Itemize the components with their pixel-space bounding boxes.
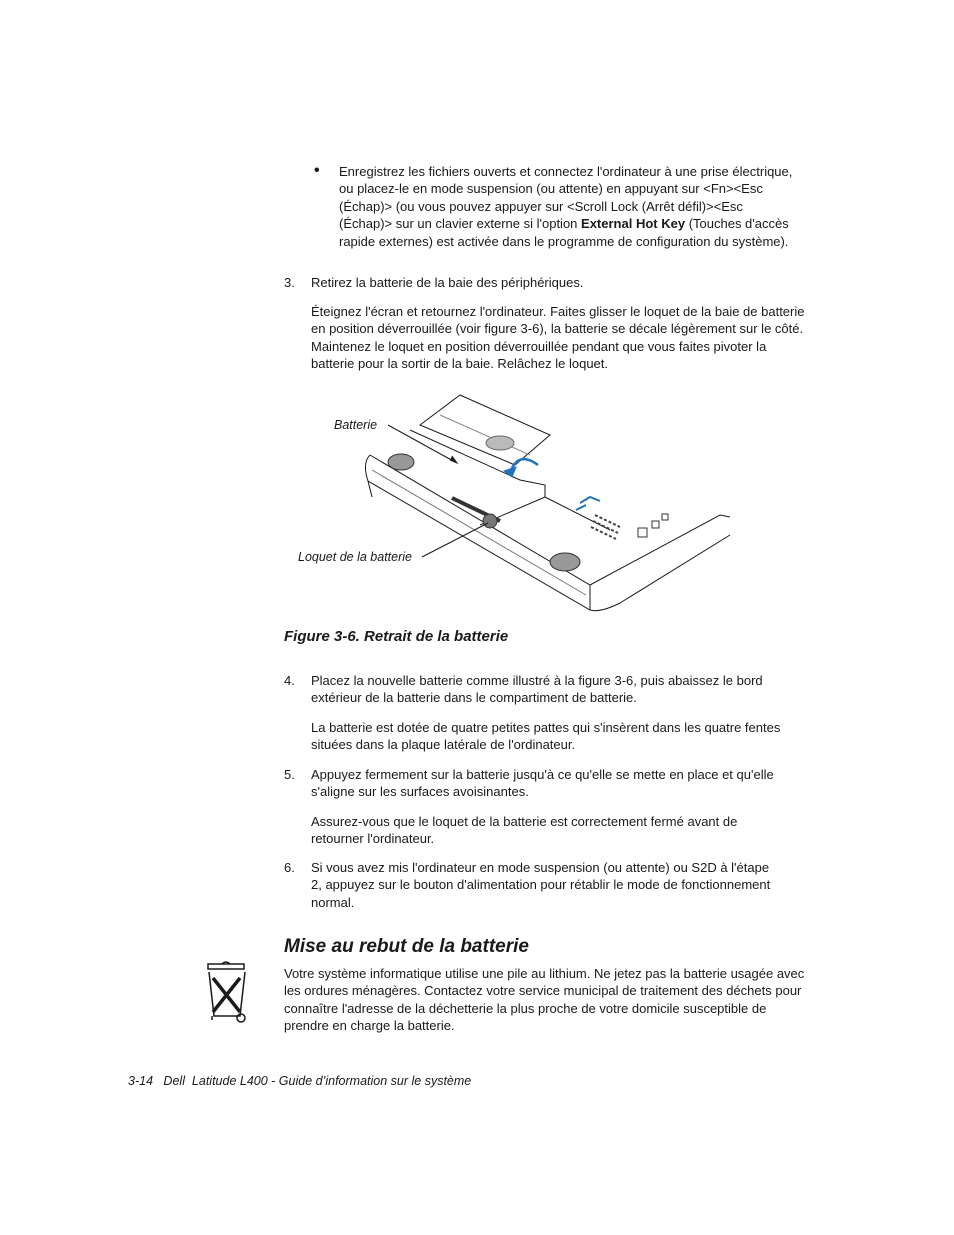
page-footer: 3-14 Dell Latitude L400 - Guide d’information sur le système xyxy=(128,1074,472,1088)
figure-caption: Figure 3-6. Retrait de la batterie xyxy=(284,628,509,645)
bullet-symbol: • xyxy=(314,162,320,179)
disposal-text: Votre système informatique utilise une pile au lithium. Ne jetez pas la batterie usagée avec les ordures ménagères. Contactez votre service municipal de traitement des déchets pour connaître l'adresse de la déchetterie la plus proche de votre domicile susceptible de prendre en charge la batterie. xyxy=(284,966,805,1034)
step-5-number: 5. xyxy=(284,767,295,782)
step-5-detail: Assurez-vous que le loquet de la batterie est correctement fermé avant de retourner l'ordinateur. xyxy=(311,814,738,847)
step-6-number: 6. xyxy=(284,860,295,875)
bullet-bold-option: External Hot Key xyxy=(581,216,686,232)
step-6-text: Si vous avez mis l'ordinateur en mode suspension (ou attente) ou S2D à l'étape 2, appuyez sur le bouton d'alimentation pour rétablir le mode de fonctionnement normal. xyxy=(311,860,771,910)
step-3-number: 3. xyxy=(284,275,295,290)
step-5-text: Appuyez fermement sur la batterie jusqu'à ce qu'elle se mette en place et qu'elle s'aligne sur les surfaces avoisinantes. xyxy=(311,767,774,800)
crossed-out-bin-icon xyxy=(200,960,254,1026)
step-3-detail: Éteignez l'écran et retournez l'ordinateur. Faites glisser le loquet de la baie de batterie en position déverrouillée (voir figure 3-6), la batterie se décale légèrement sur le côté. Maintenez le loquet en position déverrouillée pendant que vous faites pivoter la batterie pour la sortir de la baie. Relâchez le loquet. xyxy=(311,304,805,372)
bullet-text-after: (Touches d'accès rapide externes) est activée dans le programme de configuration du système). xyxy=(339,216,789,249)
step-3-text: Retirez la batterie de la baie des périphériques. xyxy=(311,275,584,290)
bullet-text-before: Enregistrez les fichiers ouverts et connectez l'ordinateur à une prise électrique, ou placez-le en mode suspension (ou attente) en appuyant sur <Fn><Esc (Échap)> (ou vous pouvez appuyer sur <Scroll Lock (Arrêt défil)><Esc (Échap)> sur un clavier externe si l'option xyxy=(339,164,793,232)
bullet-paragraph xyxy=(339,163,799,250)
figure-label-battery: Batterie xyxy=(334,418,378,432)
step-4-text: Placez la nouvelle batterie comme illustré à la figure 3-6, puis abaissez le bord extérieur de la batterie dans le compartiment de batterie. xyxy=(311,673,763,706)
step-4-number: 4. xyxy=(284,673,295,688)
step-4-detail: La batterie est dotée de quatre petites pattes qui s'insèrent dans les quatre fentes situées dans la plaque latérale de l'ordinateur. xyxy=(311,720,781,753)
figure-label-latch: Loquet de la batterie xyxy=(298,550,412,564)
section-heading: Mise au rebut de la batterie xyxy=(284,936,529,957)
